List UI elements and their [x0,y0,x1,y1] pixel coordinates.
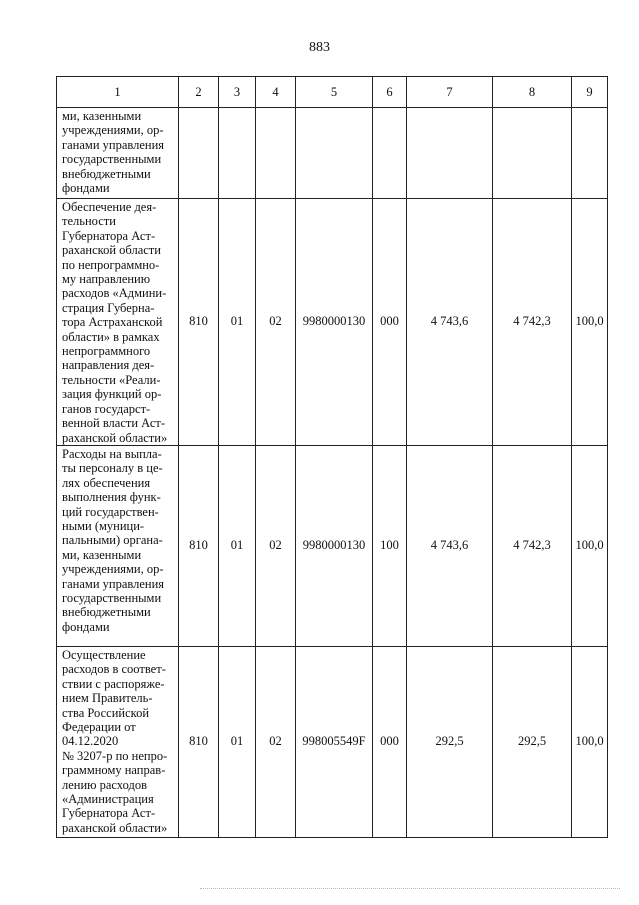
cell-target-article [296,108,373,199]
row-description: Осуществление расходов в соответ- ствии с распоряже- нием Правитель- ства Российской Федерации от 04.12.2020 № 3207-р по непро- граммному направ- лению расходов «Администрация Губернатора Аст- раханской области» [57,646,179,837]
column-header: 6 [373,77,407,108]
cell-amount-planned: 4 743,6 [407,445,493,646]
cell-expense-type [373,108,407,199]
cell-section: 01 [219,199,256,446]
page-number: 883 [309,40,330,55]
table-row [57,199,608,446]
cell-code: 810 [179,199,219,446]
table-header-row [57,77,608,108]
cell-amount-actual: 4 742,3 [493,199,572,446]
cell-subsection: 02 [256,445,296,646]
column-header: 2 [179,77,219,108]
cell-amount-actual: 292,5 [493,646,572,837]
cell-code: 810 [179,445,219,646]
table-row [57,108,608,199]
column-header: 1 [57,77,179,108]
cell-subsection [256,108,296,199]
row-description: Обеспечение дея- тельности Губернатора Аст- раханской области по непрограммно- му направлению расходов «Админи- страция Губерна- тора Астраханской области» в рамках непрограммного направления дея- тельности «Реали- зация функций ор- ганов государст- венной власти Аст- раханской области» [57,199,179,446]
column-header: 5 [296,77,373,108]
cell-expense-type: 000 [373,199,407,446]
cell-amount-planned: 4 743,6 [407,199,493,446]
column-header: 3 [219,77,256,108]
cell-code [179,108,219,199]
scan-edge-line [200,888,620,889]
cell-section: 01 [219,445,256,646]
cell-code: 810 [179,646,219,837]
cell-percent [572,108,608,199]
cell-amount-actual: 4 742,3 [493,445,572,646]
column-header: 4 [256,77,296,108]
column-header: 7 [407,77,493,108]
cell-target-article: 998005549F [296,646,373,837]
cell-section: 01 [219,646,256,837]
cell-percent: 100,0 [572,199,608,446]
cell-section [219,108,256,199]
budget-table [56,76,608,838]
cell-amount-actual [493,108,572,199]
cell-target-article: 9980000130 [296,445,373,646]
cell-subsection: 02 [256,199,296,446]
row-description: Расходы на выпла- ты персоналу в це- лях обеспечения выполнения функ- ций государствен- ными (муници- пальными) органа- ми, казенными учреждениями, ор- ганами управления государственными внебюджетными фондами [57,445,179,646]
cell-target-article: 9980000130 [296,199,373,446]
table-row [57,445,608,646]
column-header: 9 [572,77,608,108]
cell-expense-type: 100 [373,445,407,646]
table-row [57,646,608,837]
cell-percent: 100,0 [572,646,608,837]
row-description: ми, казенными учреждениями, ор- ганами управления государственными внебюджетными фондами [57,108,179,199]
cell-subsection: 02 [256,646,296,837]
column-header: 8 [493,77,572,108]
cell-amount-planned: 292,5 [407,646,493,837]
cell-amount-planned [407,108,493,199]
cell-expense-type: 000 [373,646,407,837]
cell-percent: 100,0 [572,445,608,646]
